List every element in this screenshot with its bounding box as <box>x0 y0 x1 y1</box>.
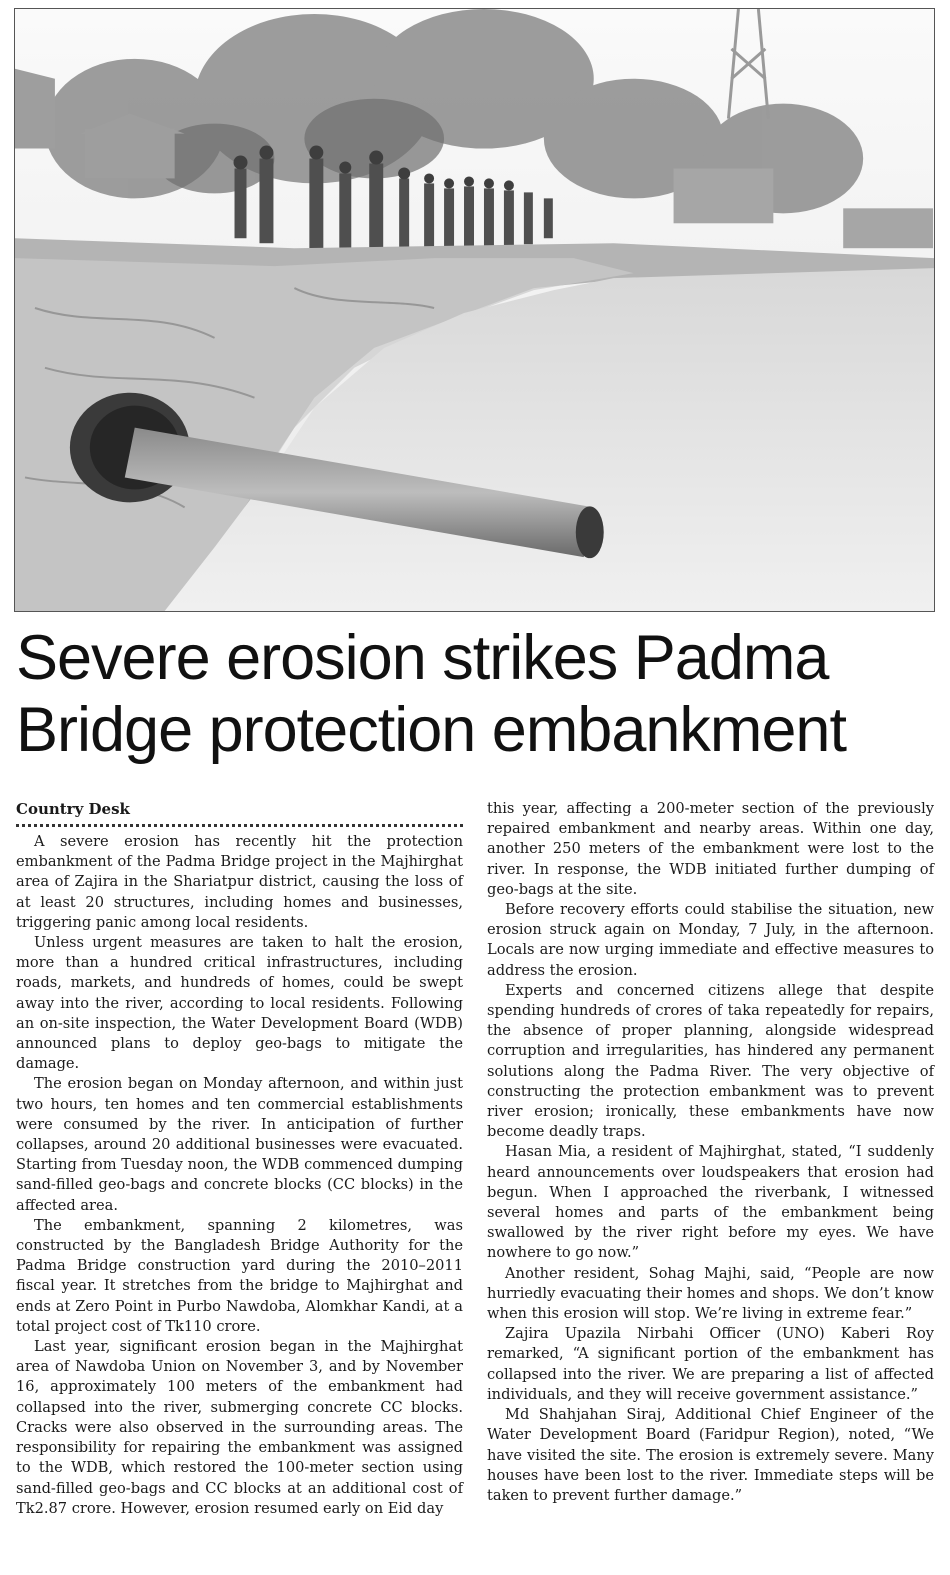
paragraph: Before recovery efforts could stabilise the situation, new erosion struck again on Monday, 7 July, in the afternoon. Locals are now urging immediate and effective measures to address the erosion. <box>487 901 934 979</box>
article-column-left <box>16 795 463 1519</box>
headline-line-1: Severe erosion strikes Padma <box>16 623 829 693</box>
photo-erosion-image <box>15 9 934 611</box>
article-column-right <box>487 799 934 1506</box>
paragraph: Another resident, Sohag Majhi, said, “People are now hurriedly evacuating their homes and shops. We don’t know when this erosion will stop. We’re living in extreme fear.” <box>487 1264 934 1323</box>
paragraph: The embankment, spanning 2 kilometres, was constructed by the Bangladesh Bridge Authority for the Padma Bridge construction yard during the 2010–2011 fiscal year. It stretches from the bridge to Majhirghat and ends at Zero Point in Purbo Nawdoba, Alomkhar Kandi, at a total project cost of Tk110 crore. <box>16 1216 463 1335</box>
paragraph: Last year, significant erosion began in the Majhirghat area of Nawdoba Union on November 3, and by November 16, approximately 100 meters of the embankment had collapsed into the river, submerging concrete CC blocks. Cracks were also observed in the surrounding areas. The responsibility for repairing the embankment was assigned to the WDB, which restored the 100-meter section using sand-filled geo-bags and CC blocks at an additional cost of Tk2.87 crore. However, erosion resumed early on Eid day <box>16 1338 463 1517</box>
headline <box>16 622 936 766</box>
paragraph: Zajira Upazila Nirbahi Officer (UNO) Kaberi Roy remarked, “A significant portion of the embankment has collapsed into the river. We are preparing a list of affected individuals, and they will receive government assistance.” <box>487 1325 934 1403</box>
paragraph: The erosion began on Monday afternoon, and within just two hours, ten homes and ten commercial establishments were consumed by the river. In anticipation of further collapses, around 20 additional businesses were evacuated. Starting from Tuesday noon, the WDB commenced dumping sand-filled geo-bags and concrete blocks (CC blocks) in the affected area. <box>16 1075 463 1214</box>
paragraph: this year, affecting a 200-meter section of the previously repaired embankment and nearby areas. Within one day, another 250 meters of the embankment were lost to the river. In response, the WDB initiated further dumping of geo-bags at the site. <box>487 800 934 898</box>
paragraph: Md Shahjahan Siraj, Additional Chief Engineer of the Water Development Board (Faridpur Region), noted, “We have visited the site. The erosion is extremely severe. Many houses have been lost to the river. Immediate steps will be taken to prevent further damage.” <box>487 1406 934 1504</box>
paragraph: Unless urgent measures are taken to halt the erosion, more than a hundred critical infrastructures, including roads, markets, and hundreds of homes, could be swept away into the river, according to local residents. Following an on-site inspection, the Water Development Board (WDB) announced plans to deploy geo-bags to mitigate the damage. <box>16 934 463 1073</box>
paragraph: A severe erosion has recently hit the protection embankment of the Padma Bridge project in the Majhirghat area of Zajira in the Shariatpur district, causing the loss of at least 20 structures, including homes and businesses, triggering panic among local residents. <box>16 833 463 931</box>
news-photo <box>14 8 935 612</box>
byline: Country Desk <box>16 799 463 827</box>
headline-line-2: Bridge protection embankment <box>16 695 846 765</box>
paragraph: Hasan Mia, a resident of Majhirghat, stated, “I suddenly heard announcements over loudspeakers that erosion had begun. When I approached the riverbank, I witnessed several homes and parts of the embankment being swallowed by the river right before my eyes. We have nowhere to go now.” <box>487 1143 934 1262</box>
paragraph: Experts and concerned citizens allege that despite spending hundreds of crores of taka repeatedly for repairs, the absence of proper planning, alongside widespread corruption and irregularities, has hindered any permanent solutions along the Padma River. The very objective of constructing the protection embankment was to prevent river erosion; ironically, these embankments have now become deadly traps. <box>487 981 934 1141</box>
